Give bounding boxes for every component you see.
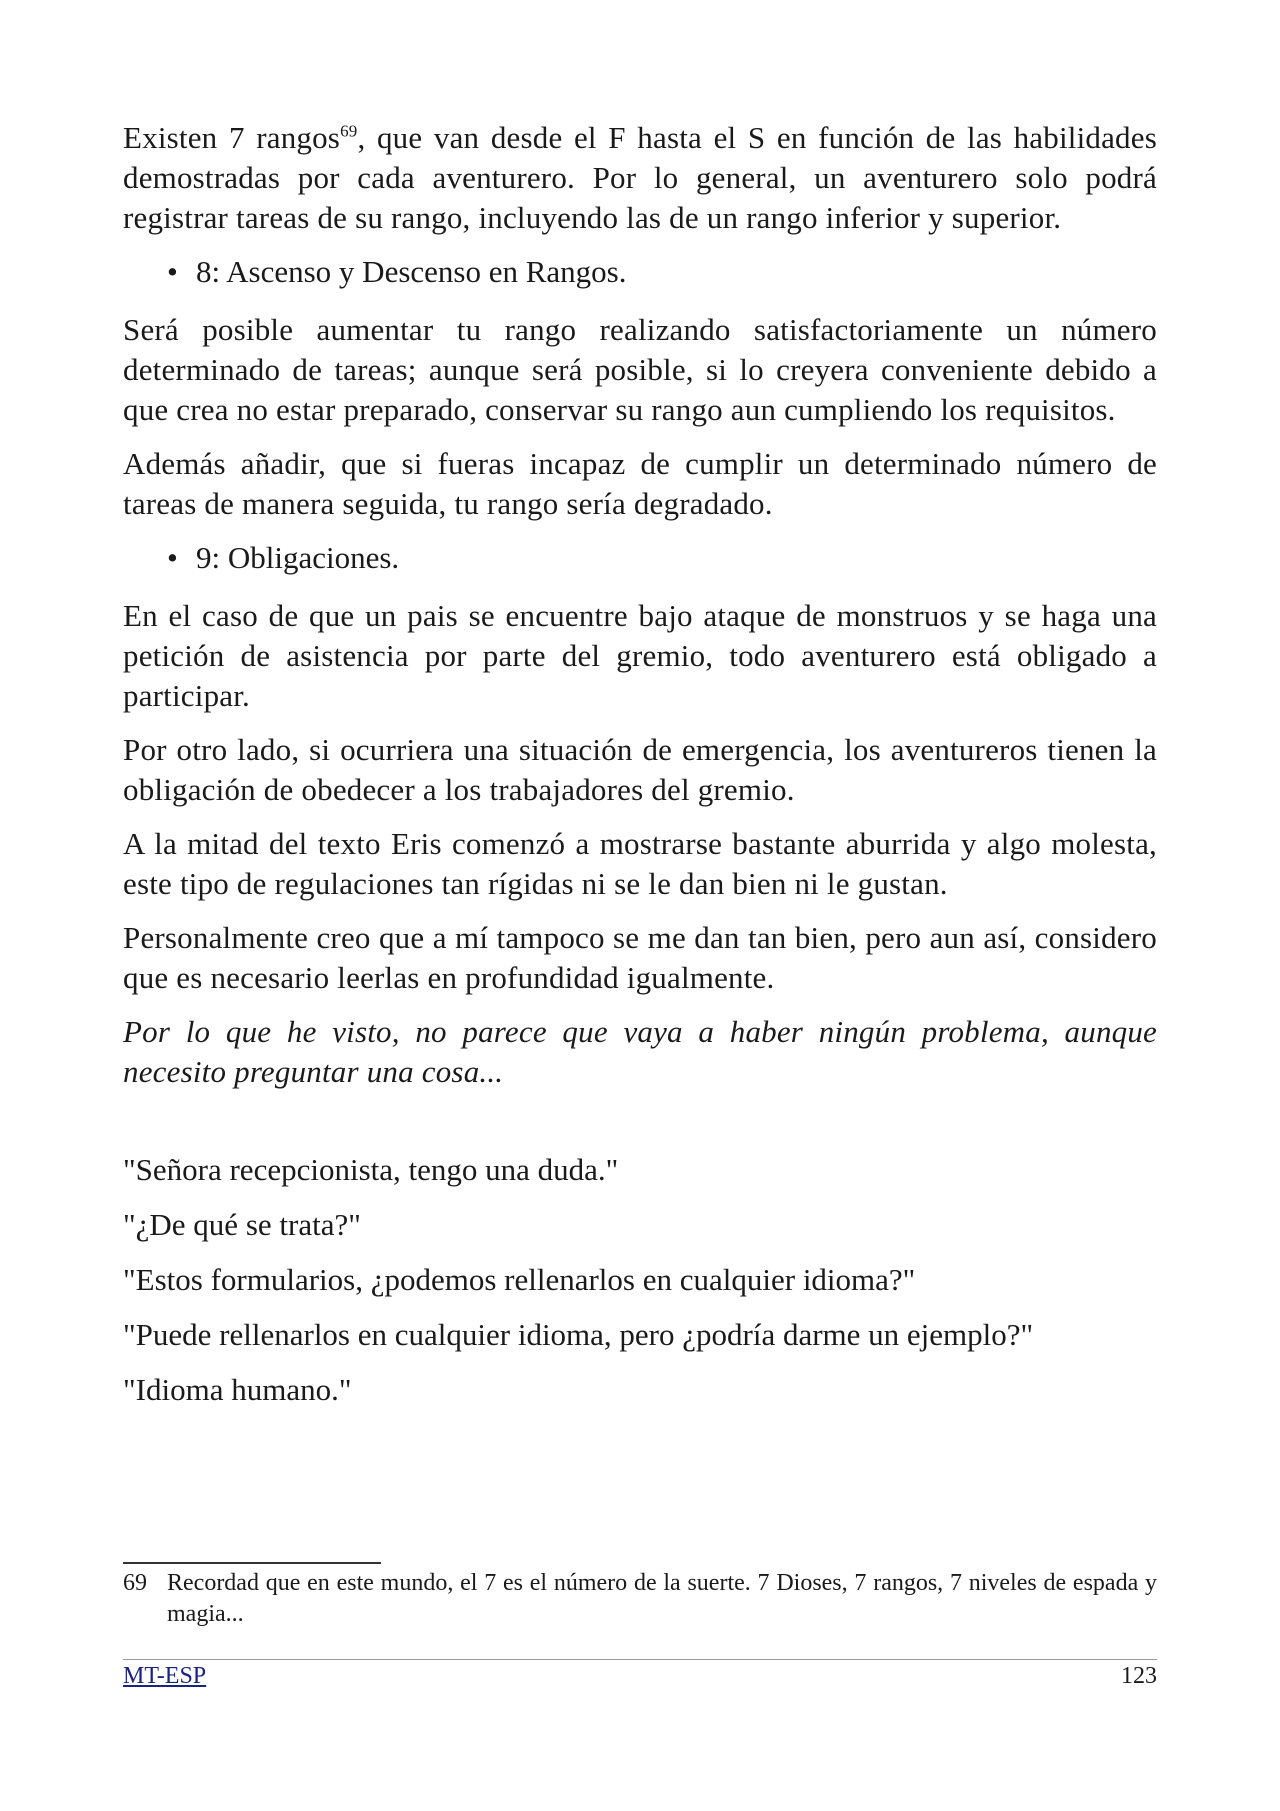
footer-divider xyxy=(123,1659,1157,1660)
footnote-number: 69 xyxy=(123,1570,147,1596)
dialogue-line: "Estos formularios, ¿podemos rellenarlos en cualquier idioma?" xyxy=(123,1262,916,1297)
paragraph-obligations: En el caso de que un pais se encuentre bajo ataque de monstruos y se haga una petición de asistencia por parte del gremio, todo aventurero está obligado a participar. xyxy=(123,598,1157,713)
bullet-icon: • xyxy=(167,254,178,289)
list-item-label: 9: Obligaciones. xyxy=(196,540,400,575)
paragraph-eris: A la mitad del texto Eris comenzó a mostrarse bastante aburrida y algo molesta, este tipo de regulaciones tan rígidas ni se le dan bien ni le gustan. xyxy=(123,826,1157,901)
dialogue-line: "Idioma humano." xyxy=(123,1372,352,1407)
paragraph-promotion: Será posible aumentar tu rango realizando satisfactoriamente un número determinado de tareas; aunque será posible, si lo creyera conveniente debido a que crea no estar preparado, conservar su rango aun cumpliendo los requisitos. xyxy=(123,312,1157,427)
paragraph-emergency: Por otro lado, si ocurriera una situación de emergencia, los aventureros tienen la obligación de obedecer a los trabajadores del gremio. xyxy=(123,732,1157,807)
page-number: 123 xyxy=(1121,1663,1157,1689)
page-body xyxy=(123,118,1157,1425)
footer-link[interactable]: MT-ESP xyxy=(123,1663,207,1689)
dialogue-line: "Señora recepcionista, tengo una duda." xyxy=(123,1152,619,1187)
paragraph-personal: Personalmente creo que a mí tampoco se me dan tan bien, pero aun así, considero que es necesario leerlas en profundidad igualmente. xyxy=(123,920,1157,995)
paragraph-ranks-text: Existen 7 rangos xyxy=(123,120,341,155)
paragraph-demotion: Además añadir, que si fueras incapaz de cumplir un determinado número de tareas de manera seguida, tu rango sería degradado. xyxy=(123,446,1157,521)
paragraph-ranks-text-cont: , que van desde el F hasta el S en función de las habilidades demostradas por cada aventurero. Por lo general, un aventurero solo podrá registrar tareas de su rango, incluyendo las de un rango inferior y superior. xyxy=(123,120,1157,235)
list-item-rule-9 xyxy=(123,538,1157,578)
bullet-icon: • xyxy=(167,540,178,575)
dialogue-line: "¿De qué se trata?" xyxy=(123,1207,361,1242)
paragraph-thought: Por lo que he visto, no parece que vaya a haber ningún problema, aunque necesito preguntar una cosa... xyxy=(123,1014,1157,1089)
footnote-reference[interactable]: 69 xyxy=(340,121,358,141)
list-item-label: 8: Ascenso y Descenso en Rangos. xyxy=(196,254,627,289)
footnote xyxy=(123,1568,1157,1630)
footnote-divider xyxy=(123,1562,381,1564)
paragraph-ranks xyxy=(123,118,1157,238)
dialogue-line: "Puede rellenarlos en cualquier idioma, pero ¿podría darme un ejemplo?" xyxy=(123,1317,1034,1352)
footnote-text: Recordad que en este mundo, el 7 es el número de la suerte. 7 Dioses, 7 rangos, 7 niveles de espada y magia... xyxy=(167,1570,1157,1627)
list-item-rule-8 xyxy=(123,252,1157,292)
